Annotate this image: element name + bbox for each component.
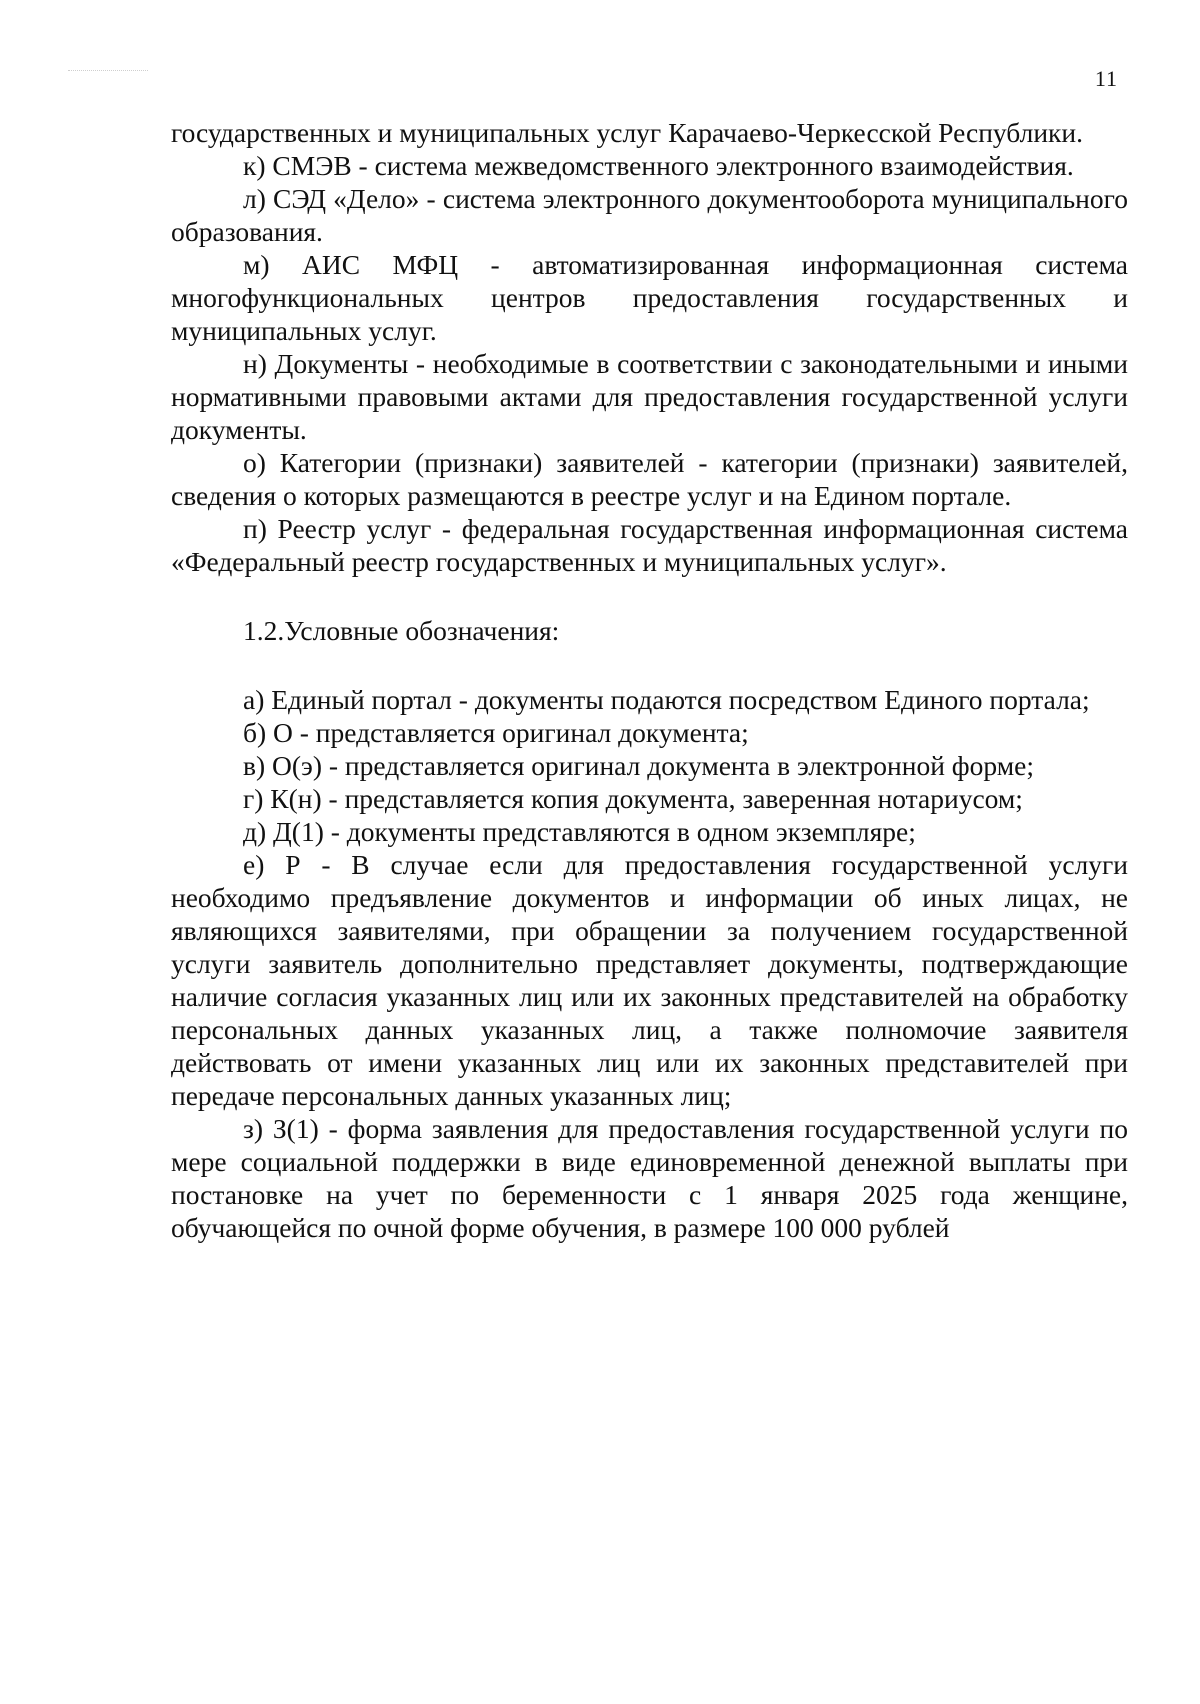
definition-ais-mfc: м) АИС МФЦ - автоматизированная информационная система многофункциональных центров предоставления государственных и муниципальных услуг.: [171, 249, 1128, 346]
notation-unified-portal: а) Единый портал - документы подаются посредством Единого портала;: [243, 684, 1090, 715]
notation-original: б) О - представляется оригинал документа;: [243, 717, 749, 748]
definition-sed-delo: л) СЭД «Дело» - система электронного документооборота муниципального образования.: [171, 183, 1128, 247]
notation-original-electronic: в) О(э) - представляется оригинал документа в электронной форме;: [243, 750, 1034, 781]
definition-service-registry: п) Реестр услуг - федеральная государственная информационная система «Федеральный реестр государственных и муниципальных услуг».: [171, 513, 1128, 577]
definition-applicant-categories: о) Категории (признаки) заявителей - категории (признаки) заявителей, сведения о которых размещаются в реестре услуг и на Едином портале.: [171, 447, 1128, 511]
scan-artifact: [68, 70, 148, 72]
definition-smev: к) СМЭВ - система межведомственного электронного взаимодействия.: [243, 150, 1074, 181]
document-body: [171, 116, 1128, 1244]
notation-notarized-copy: г) К(н) - представляется копия документа, заверенная нотариусом;: [243, 783, 1023, 814]
notation-single-copy: д) Д(1) - документы представляются в одном экземпляре;: [243, 816, 916, 847]
definition-continuation: государственных и муниципальных услуг Карачаево-Черкесской Республики.: [171, 117, 1083, 148]
definition-documents: н) Документы - необходимые в соответствии с законодательными и иными нормативными правовыми актами для предоставления государственной услуги документы.: [171, 348, 1128, 445]
section-heading: 1.2.Условные обозначения:: [243, 615, 560, 646]
page-number: 11: [1094, 66, 1118, 91]
notation-r: е) Р - В случае если для предоставления государственной услуги необходимо предъявление документов и информации об иных лицах, не являющихся заявителями, при обращении за получением государственной услуги заявитель дополнительно представляет документы, подтверждающие наличие согласия указанных лиц или их законных представителей на обработку персональных данных указанных лиц, а также полномочие заявителя действовать от имени указанных лиц или их законных представителей при передаче персональных данных указанных лиц;: [171, 849, 1128, 1111]
notation-application-form: з) З(1) - форма заявления для предоставления государственной услуги по мере социальной поддержки в виде единовременной денежной выплаты при постановке на учет по беременности с 1 января 2025 года женщине, обучающейся по очной форме обучения, в размере 100 000 рублей: [171, 1113, 1128, 1243]
